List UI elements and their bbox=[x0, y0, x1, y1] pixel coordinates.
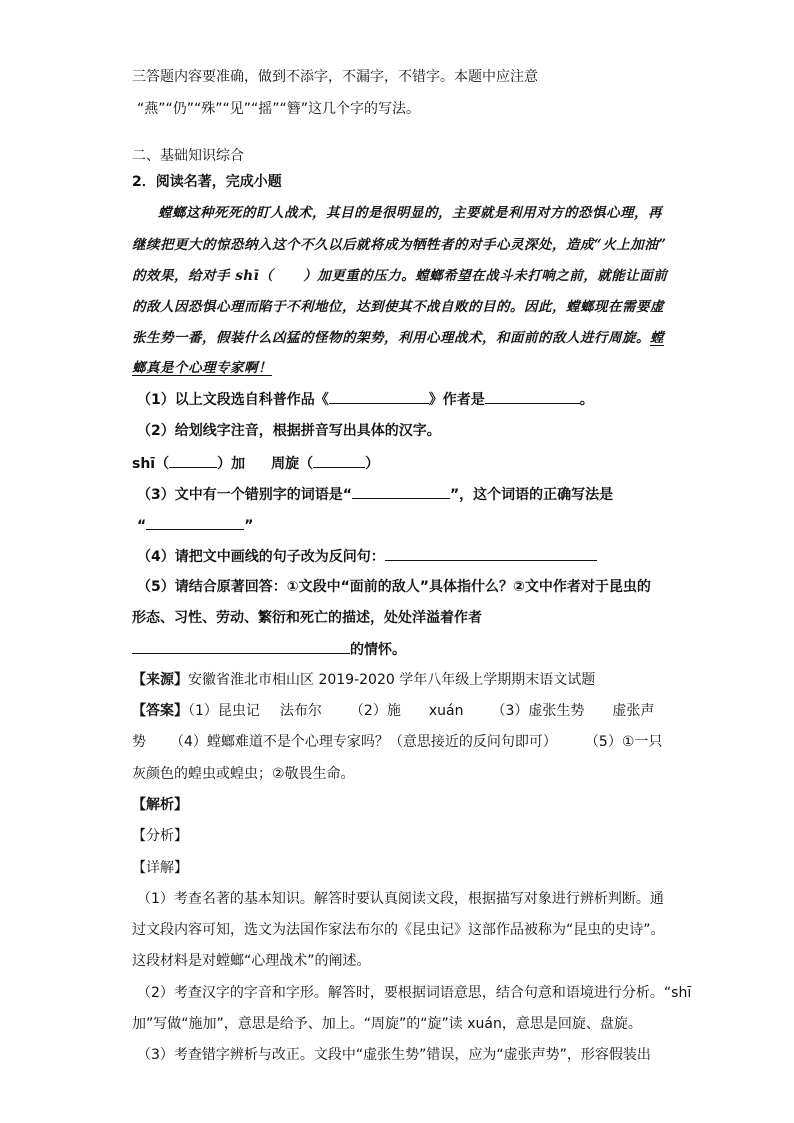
intro-line-2: “燕”“仍”“殊”“见”“摇”“簪”这几个字的写法。 bbox=[137, 101, 421, 117]
explain-2-line-1: （2）考查汉字的字音和字形。解答时，要根据词语意思，结合句意和语境进行分析。“shī bbox=[137, 985, 692, 1001]
answer-3b: 虚张声 bbox=[612, 703, 655, 719]
answer-3: （3）虚张生势 bbox=[491, 703, 585, 719]
q3-text-c: “ bbox=[137, 518, 147, 534]
underlined-sentence: 螂真是个心理专家啊！ bbox=[132, 360, 272, 376]
source-text: 安徽省淮北市相山区 2019-2020 学年八年级上学期期末语文试题 bbox=[188, 672, 596, 688]
q5-blank[interactable] bbox=[132, 639, 350, 654]
answer-line-2b: （4）螳螂难道不是个心理专家吗？（意思接近的反问句即可） bbox=[170, 734, 557, 750]
q3-text-b: ”，这个词语的正确写法是 bbox=[449, 487, 614, 503]
q1-blank-author[interactable] bbox=[485, 389, 580, 404]
q2-text-a: shī（ bbox=[132, 456, 170, 472]
q2-blank-1[interactable] bbox=[169, 453, 217, 468]
q3-blank-wrong[interactable] bbox=[352, 484, 450, 499]
passage-line-3 bbox=[132, 266, 667, 286]
q2-answer-line bbox=[132, 453, 379, 474]
answer-line-2 bbox=[132, 732, 662, 752]
answer-line-3: 灰颜色的蝗虫或蝗虫；②敬畏生命。 bbox=[132, 766, 355, 782]
q1-text-a: （1）以上文段选自科普作品《 bbox=[137, 392, 329, 408]
explain-2-line-2: 加”写做“施加”，意思是给予、加上。“周旋”的“旋”读 xuán，意思是回旋、盘旋。 bbox=[132, 1016, 642, 1032]
answer-2b: xuán bbox=[428, 703, 464, 719]
question-title: 2．阅读名著，完成小题 bbox=[132, 174, 282, 190]
passage-line-5a: 张生势一番，假装什么凶猛的怪物的架势，利用心理战术，和面前的敌人进行周旋。 bbox=[132, 330, 650, 346]
answer-line-2c: （5）①一只 bbox=[584, 734, 663, 750]
passage-line-1: 螳螂这种死死的盯人战术，其目的是很明显的，主要就是利用对方的恐惧心理，再 bbox=[158, 205, 662, 221]
explain-1-line-3: 这段材料是对螳螂“心理战术”的阐述。 bbox=[132, 953, 371, 969]
answer-2: （2）施 bbox=[349, 703, 401, 719]
q2-line: （2）给划线字注音，根据拼音写出具体的汉字。 bbox=[137, 423, 441, 439]
passage-line-3a: 的效果，给对手 shī（ bbox=[132, 268, 274, 284]
answer-line-2a: 势 bbox=[132, 734, 146, 750]
q3-line bbox=[137, 484, 613, 505]
q1-line bbox=[137, 389, 594, 410]
answer-1b: 法布尔 bbox=[279, 703, 322, 719]
q2-text-d: ） bbox=[365, 456, 380, 472]
fenxi-label: 【分析】 bbox=[132, 828, 188, 844]
q4-blank[interactable] bbox=[385, 546, 597, 561]
q4-text: （4）请把文中画线的句子改为反问句： bbox=[137, 549, 385, 565]
q5-line-3 bbox=[132, 639, 406, 660]
intro-line-1: 三答题内容要准确，做到不添字，不漏字，不错字。本题中应注意 bbox=[132, 69, 538, 85]
q5-text-c: 的情怀。 bbox=[350, 642, 406, 658]
q3-blank-correct[interactable] bbox=[146, 515, 244, 530]
q2-blank-2[interactable] bbox=[313, 453, 365, 468]
source-line bbox=[132, 670, 595, 690]
q5-line-2: 形态、习性、劳动、繁衍和死亡的描述，处处洋溢着作者 bbox=[132, 610, 482, 626]
q3-line-2 bbox=[137, 515, 253, 536]
answer-label: 【答案】 bbox=[132, 703, 188, 719]
passage-line-5 bbox=[132, 328, 664, 348]
q3-text-d: ” bbox=[244, 518, 254, 534]
passage-line-3b: ）加更重的压力。螳螂希望在战斗未打响之前，就能让面前 bbox=[303, 268, 668, 284]
xiangjie-label: 【详解】 bbox=[132, 860, 188, 876]
explain-3-line-1: （3）考查错字辨析与改正。文段中“虚张生势”错误，应为“虚张声势”，形容假装出 bbox=[137, 1047, 651, 1063]
answer-1: （1）昆虫记 bbox=[188, 703, 260, 719]
q3-text-a: （3）文中有一个错别字的词语是“ bbox=[137, 487, 352, 503]
passage-line-2: 继续把更大的惊恐纳入这个不久以后就将成为牺牲者的对手心灵深处，造成“火上加油” bbox=[132, 237, 667, 253]
explain-1-line-1: （1）考查名著的基本知识。解答时要认真阅读文段，根据描写对象进行辨析判断。通 bbox=[137, 891, 664, 907]
q1-blank-book[interactable] bbox=[329, 389, 429, 404]
q2-text-c: 周旋（ bbox=[271, 456, 314, 472]
jiexi-label: 【解析】 bbox=[132, 797, 188, 813]
explain-1-line-2: 过文段内容可知，选文为法国作家法布尔的《昆虫记》这部作品被称为“昆虫的史诗”。 bbox=[132, 922, 665, 938]
source-label: 【来源】 bbox=[132, 672, 188, 688]
q1-text-c: 。 bbox=[579, 392, 594, 408]
q2-text-b: ）加 bbox=[217, 456, 246, 472]
answer-line-1 bbox=[132, 701, 654, 721]
q4-line bbox=[137, 546, 597, 567]
q1-text-b: 》作者是 bbox=[428, 392, 485, 408]
passage-line-4: 的敌人因恐惧心理而陷于不利地位，达到使其不战自败的目的。因此，螳螂现在需要虚 bbox=[132, 299, 664, 315]
section-heading: 二、基础知识综合 bbox=[132, 148, 244, 164]
q5-line-1: （5）请结合原著回答：①文段中“面前的敌人”具体指什么？②文中作者对于昆虫的 bbox=[137, 579, 651, 595]
underlined-sentence-start: 螳 bbox=[650, 330, 664, 346]
